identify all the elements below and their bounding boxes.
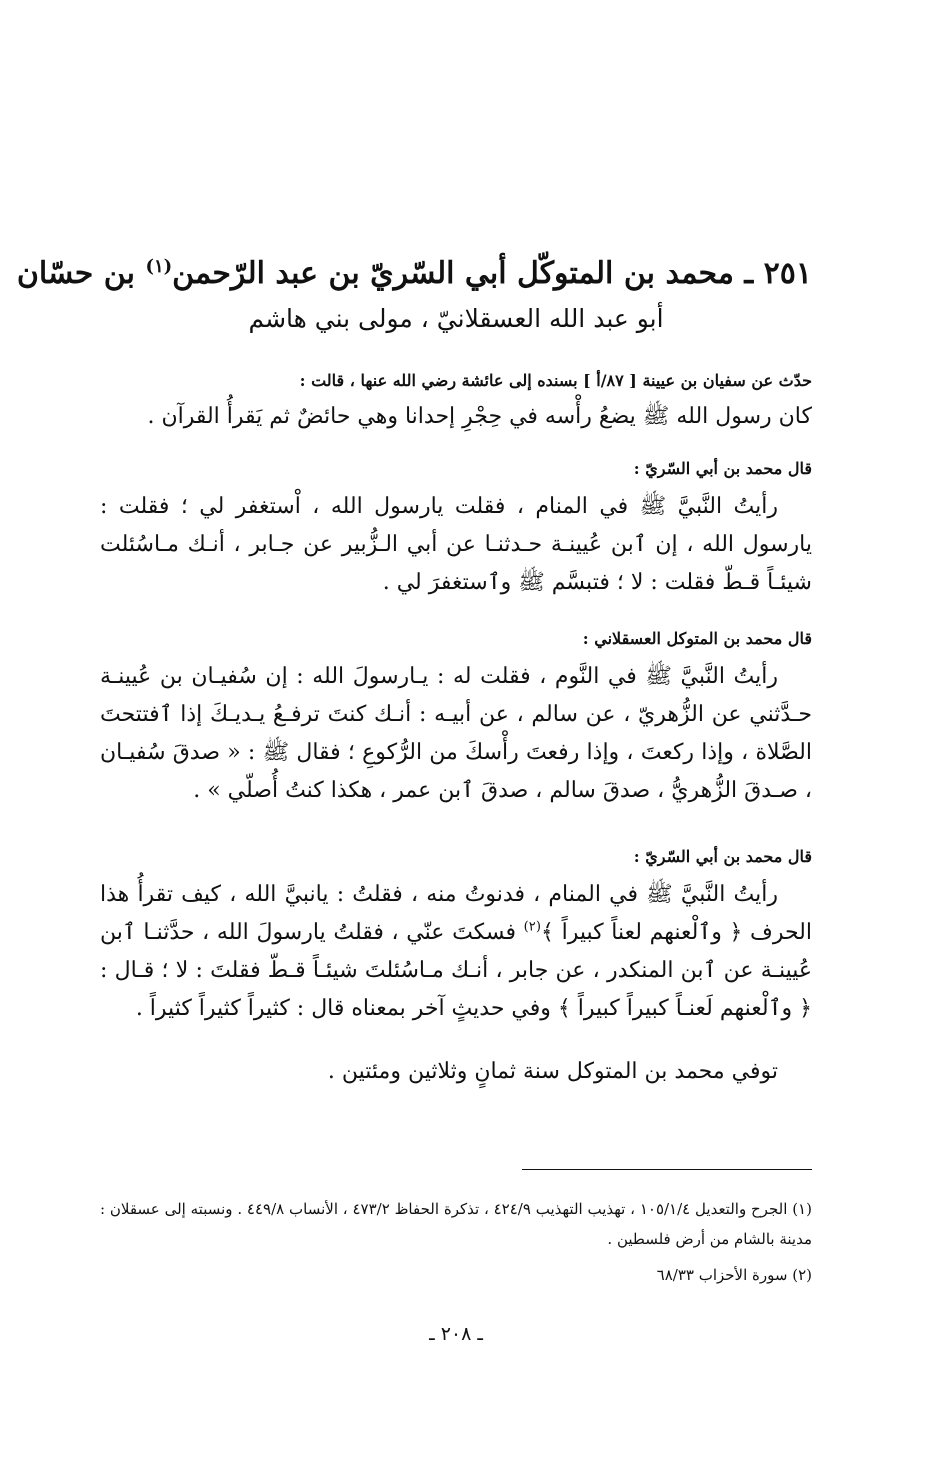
footnote-divider [522, 1169, 812, 1170]
section-text [100, 876, 812, 1028]
entry-title [16, 254, 812, 294]
entry-subtitle: أبو عبد الله العسقلانيّ ، مولى بني هاشم [248, 304, 664, 333]
section-text: رأيتُ النَّبيَّ ﷺ في النَّوم ، فقلت له : يـارسولَ الله : إن سُفيـان بن عُيينـة حـدَّثني عن الزُّهريّ ، عن سالم ، عن أبيـه : أنـك كنتَ ترفـعُ يـديـكَ إذا ٱفتتحتَ الصَّلاة ، وإذا ركعتَ ، وإذا رفعتَ رأْسكَ من الرُّكوعِ ؛ فقال ﷺ : « صدقَ سُفيـان ، صـدقَ الزُّهريُّ ، صدقَ سالم ، صدقَ ٱبن عمر ، هكذا كنتُ أُصلّي » . [100, 664, 812, 803]
page-number: ـ ٢٠٨ ـ [429, 1323, 483, 1345]
section-lead: حدّث عن سفيان بن عيينة [ ٨٧/أ ] بسنده إلى عائشة رضي الله عنها ، قالت : [299, 371, 812, 390]
section-lead: قال محمد بن أبي السّريّ : [633, 847, 812, 866]
section-text-tail: فسكتَ عنّي ، فقلتُ يارسولَ الله ، حدَّثنـا ٱبن عُيينـة عن ٱبن المنكدر ، عن جابر ، أنـك مـاسُئلتَ شيئـاً قـطّ فقلتَ : لا ؛ قـال : ﴿ وٱلْعنهم لَعنـاً كبيراً كبيراً ﴾ وفي حديثٍ آخر بمعناه قال : كثيراً كثيراً كثيراً . [100, 920, 813, 1021]
section-lead: قال محمد بن المتوكل العسقلاني : [582, 629, 812, 648]
document-page [16, 0, 813, 1480]
footnote-2: (٢) سورة الأحزاب ٦٨/٣٣ [656, 1266, 812, 1284]
entry-title-tail: بن حسّان [16, 256, 146, 291]
footnotes [100, 1194, 812, 1290]
section-2 [100, 456, 812, 602]
section-1 [100, 368, 812, 436]
entry-title-text: ٢٥١ ـ محمد بن المتوكّل أبي السّريّ بن عبد الرّحمن [172, 256, 812, 291]
closing-note: توفي محمد بن المتوكل سنة ثمانٍ وثلاثين ومئتين . [327, 1059, 778, 1084]
section-lead: قال محمد بن أبي السّريّ : [633, 459, 812, 478]
section-4 [100, 844, 812, 1028]
section-3 [100, 626, 812, 810]
section-text: كان رسول الله ﷺ يضعُ رأْسه في حِجْرِ إحدانا وهي حائضٌ ثم يَقرأُ القرآن . [147, 404, 812, 429]
section-text-body: رأيتُ النَّبيَّ ﷺ في المنام ، فدنوتُ منه ، فقلتُ : يانبيَّ الله ، كيف تقرأُ هذا الحرف ﴿ وٱلْعنهم لعناً كبيراً ﴾ [100, 882, 812, 945]
section-text: رأيتُ النَّبيَّ ﷺ في المنام ، فقلت يارسول الله ، اْستغفر لي ؛ فقلت : يارسول الله ، إن ٱبن عُيينـة حـدثنـا عن أبي الـزُّبير عن جـابر ، أنـك مـاسُئلت شيئـاً قـطّ فقلت : لا ؛ فتبسَّم ﷺ وٱستغفرَ لي . [100, 494, 812, 595]
footnote-ref-2: (٢) [523, 919, 542, 935]
footnote-1: (١) الجرح والتعديل ١٠٥/١/٤ ، تهذيب التهذيب ٤٢٤/٩ ، تذكرة الحفاظ ٤٧٣/٢ ، الأنساب ٤٤٩/٨ . ونسبته إلى عسقلان : مدينة بالشام من أرض فلسطين . [100, 1200, 812, 1248]
footnote-ref-1: (١) [145, 256, 173, 277]
